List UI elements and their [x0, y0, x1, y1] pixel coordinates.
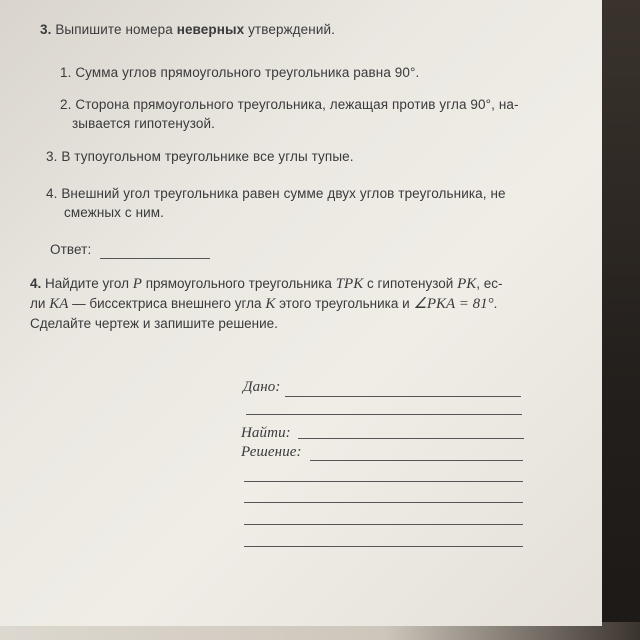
- statement-text: Сумма углов прямоугольного треугольника равна 90°.: [75, 65, 420, 80]
- question-3-heading: [40, 20, 335, 39]
- q4-math: KA: [49, 296, 69, 312]
- question-3-prompt-end: утверждений.: [248, 22, 335, 37]
- solution-label: Решение:: [241, 444, 302, 460]
- statement-text: В тупоугольном треугольнике все углы тупые.: [61, 149, 354, 164]
- solution-line-5[interactable]: [244, 546, 523, 547]
- q4-math: K: [265, 296, 276, 312]
- statement-text: зывается гипотенузой.: [72, 116, 215, 131]
- answer-label: Ответ:: [50, 242, 92, 257]
- q4-text: .: [493, 296, 498, 311]
- q4-text: Найдите угол: [45, 276, 130, 291]
- statement-1: [60, 63, 419, 82]
- statement-3: [46, 147, 354, 166]
- question-4-line-1: [30, 274, 570, 294]
- question-3-prompt-start: Выпишите номера: [55, 22, 173, 37]
- statement-4: [46, 184, 506, 203]
- q4-math: PK: [457, 276, 477, 292]
- statement-2: [60, 95, 519, 114]
- solution-line-1[interactable]: [310, 460, 523, 461]
- q4-text: — биссектриса внешнего угла: [72, 296, 262, 311]
- table-surface: [596, 0, 640, 640]
- statement-number: 2.: [60, 97, 72, 112]
- q4-text: прямоугольного треугольника: [145, 276, 332, 291]
- solution-line-3[interactable]: [244, 502, 523, 503]
- solution-line-4[interactable]: [244, 524, 523, 525]
- q4-text: этого треугольника и: [279, 296, 410, 311]
- find-line[interactable]: [298, 438, 524, 439]
- q4-text: с гипотенузой: [366, 276, 454, 291]
- given-line-1[interactable]: [285, 396, 521, 397]
- question-3-number: 3.: [40, 22, 52, 37]
- question-4-line-3: [30, 314, 570, 333]
- solution-line-2[interactable]: [244, 481, 523, 482]
- statement-text: Сторона прямоугольного треугольника, лежащая против угла 90°, на-: [75, 97, 519, 112]
- statement-number: 3.: [46, 149, 58, 164]
- statement-number: 1.: [60, 65, 72, 80]
- statement-2-continued: [72, 114, 215, 133]
- q4-math: ∠PKA = 81°: [413, 296, 494, 312]
- question-4-number: 4.: [30, 276, 42, 291]
- find-label: Найти:: [241, 425, 291, 441]
- statement-4-continued: [64, 203, 164, 222]
- given-label: Дано:: [243, 379, 281, 395]
- q4-math: P: [132, 276, 142, 292]
- question-3-prompt-bold: неверных: [176, 22, 245, 37]
- q4-text: , ес-: [476, 276, 503, 291]
- given-line-2[interactable]: [246, 414, 522, 415]
- statement-number: 4.: [46, 186, 58, 201]
- statement-text: смежных с ним.: [64, 205, 165, 220]
- question-4: [30, 274, 570, 333]
- q4-text: ли: [30, 296, 46, 311]
- q4-math: TPK: [335, 276, 364, 292]
- q4-text: Сделайте чертеж и запишите решение.: [30, 316, 278, 331]
- question-4-line-2: [30, 294, 570, 314]
- statement-text: Внешний угол треугольника равен сумме двух углов треугольника, не: [61, 186, 506, 201]
- answer-line[interactable]: [100, 258, 210, 259]
